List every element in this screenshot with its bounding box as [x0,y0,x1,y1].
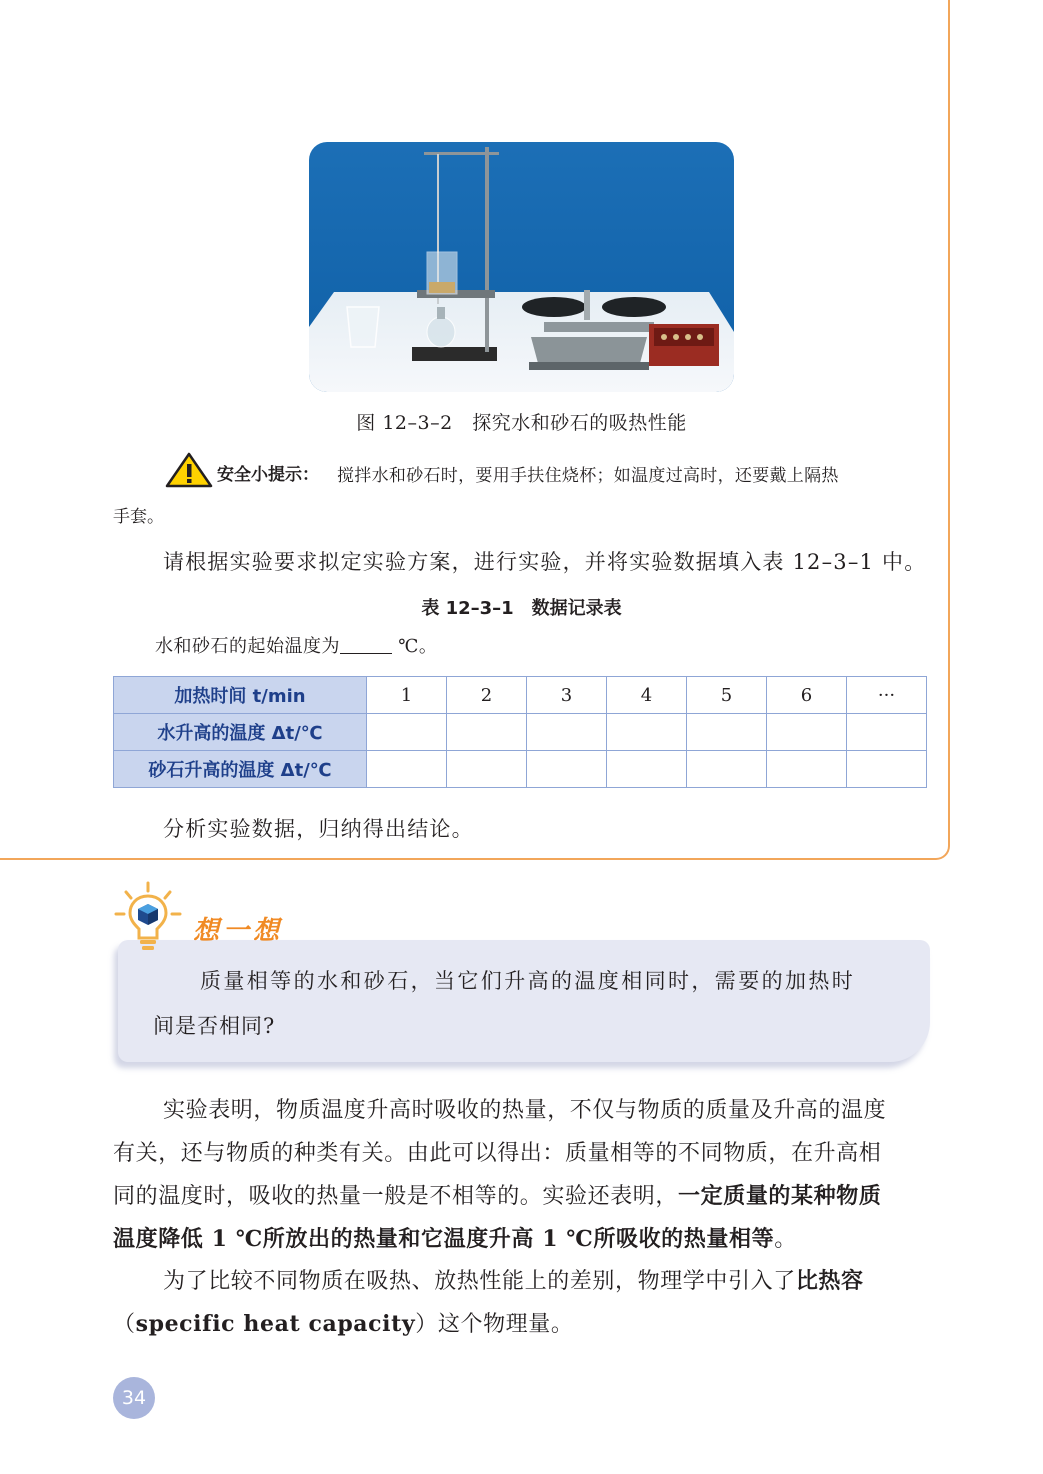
table-row [114,751,927,788]
table-cell [767,751,847,788]
table-caption: 表 12–3–1 数据记录表 [421,598,622,619]
table-cell [607,714,687,751]
initial-temp-suffix: ℃。 [392,636,438,657]
lightbulb-icon [112,880,188,956]
figure-caption: 图 12–3–2 探究水和砂石的吸热性能 [356,412,687,434]
safety-tip [165,452,935,488]
table-cell: 6 [767,677,847,714]
table-cell: 4 [607,677,687,714]
paragraph-line: 实验表明，物质温度升高时吸收的热量，不仅与物质的质量及升高的温度 [163,1098,887,1123]
think-box [118,940,930,1062]
page-number: 34 [113,1377,155,1419]
fill-blank [340,637,392,654]
initial-temp-prefix: 水和砂石的起始温度为 [155,636,340,657]
text-emphasis: 一定质量的某种物质 [678,1183,882,1209]
warning-icon [165,452,213,488]
table-cell [447,714,527,751]
initial-temperature-line [155,632,437,658]
analyze-text: 分析实验数据，归纳得出结论。 [163,817,474,841]
table-cell [447,751,527,788]
table-cell [607,751,687,788]
table-cell [687,751,767,788]
table-cell: 1 [367,677,447,714]
text-normal: 为了比较不同物质在吸热、放热性能上的差别，物理学中引入了 [163,1269,796,1294]
experiment-illustration [309,142,734,392]
paragraph-line [113,1307,573,1338]
term-specific-heat-capacity: 比热容 [795,1268,864,1294]
table-cell: 3 [527,677,607,714]
row-header: 加热时间 t/min [114,677,367,714]
table-cell: 5 [687,677,767,714]
table-cell: ··· [847,677,927,714]
table-cell [687,714,767,751]
term-english: specific heat capacity [135,1311,416,1337]
safety-text-continued: 手套。 [113,507,164,527]
table-cell [527,714,607,751]
think-question-line2: 间是否相同? [153,1014,276,1038]
paragraph-line: 有关，还与物质的种类有关。由此可以得出：质量相等的不同物质，在升高相 [113,1141,882,1166]
instruction-text: 请根据实验要求拟定实验方案，进行实验，并将实验数据填入表 12–3–1 中。 [163,550,927,574]
row-header: 砂石升高的温度 Δt/℃ [114,751,367,788]
safety-title: 安全小提示： [217,465,319,485]
table-cell [527,751,607,788]
safety-text: 搅拌水和砂石时，要用手扶住烧杯；如温度过高时，还要戴上隔热 [337,466,839,486]
table-cell: 2 [447,677,527,714]
think-question-line1: 质量相等的水和砂石，当它们升高的温度相同时，需要的加热时 [200,969,856,993]
text-emphasis: 温度降低 1 ℃所放出的热量和它温度升高 1 ℃所吸收的热量相等 [113,1226,775,1252]
paragraph-line [163,1264,864,1295]
experiment-photo [309,142,734,392]
paragraph-line [113,1179,881,1210]
table-cell [767,714,847,751]
text-normal: 同的温度时，吸收的热量一般是不相等的。实验还表明， [113,1184,679,1209]
table-cell [367,751,447,788]
think-title: 想一想 [193,916,284,946]
table-row [114,677,927,714]
row-header: 水升高的温度 Δt/℃ [114,714,367,751]
text-normal: （ [113,1312,136,1337]
table-row [114,714,927,751]
data-record-table [113,676,927,788]
table-cell [367,714,447,751]
table-cell [847,751,927,788]
table-cell [847,714,927,751]
text-normal: 。 [774,1227,797,1252]
text-normal: ）这个物理量。 [415,1312,574,1337]
paragraph-line [113,1222,797,1253]
